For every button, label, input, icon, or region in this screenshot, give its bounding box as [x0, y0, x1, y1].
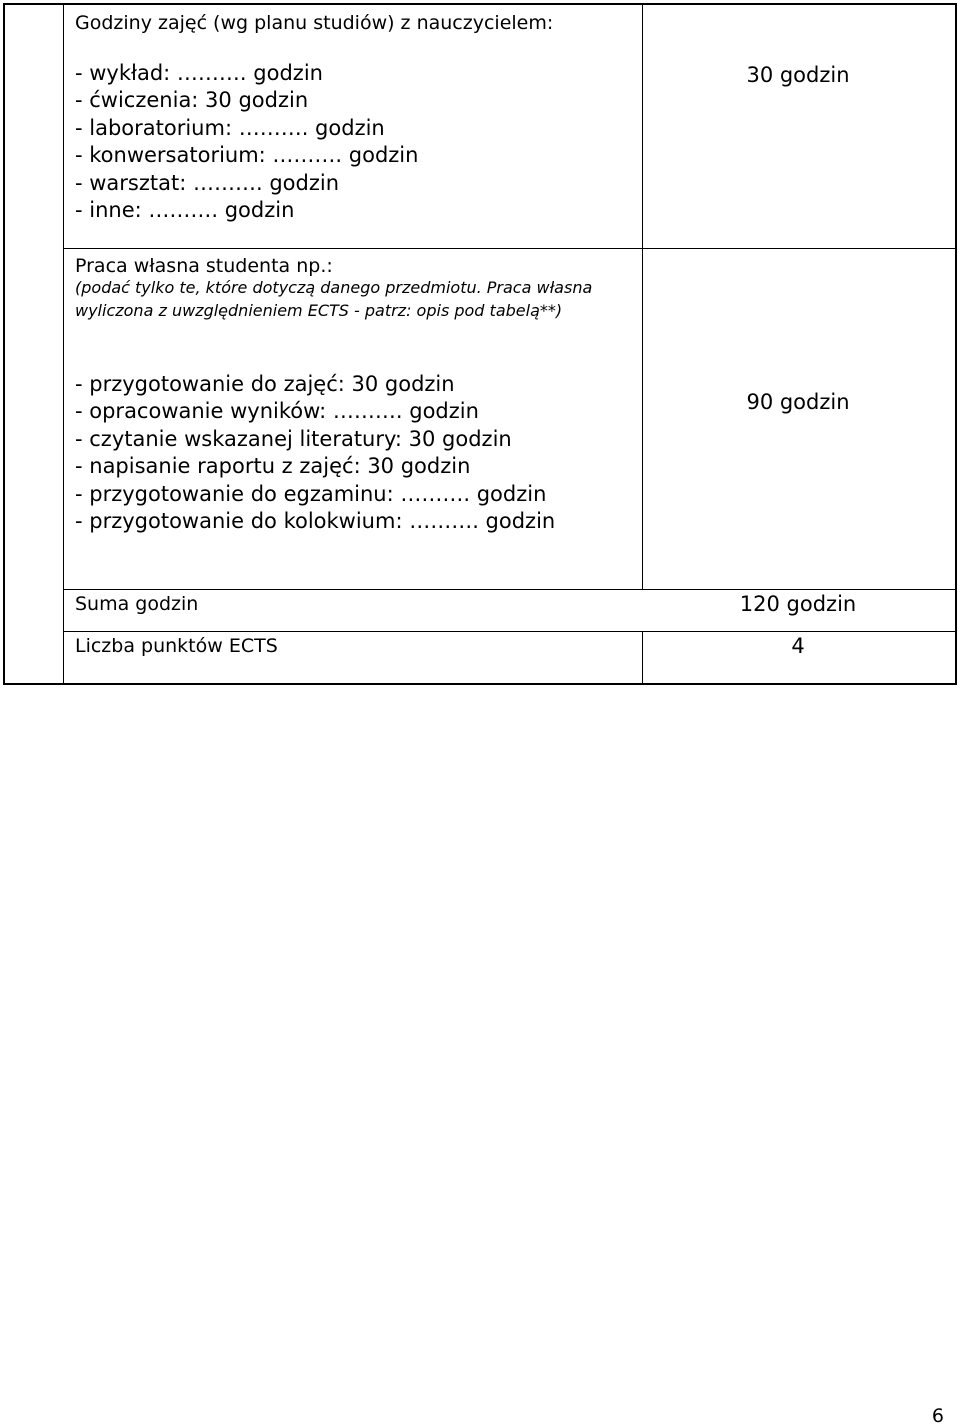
list-item: - warsztat: ………. godzin — [75, 170, 340, 195]
list-item: - przygotowanie do zajęć: 30 godzin — [75, 372, 455, 396]
contact-hours-list — [75, 60, 418, 224]
list-item: - ćwiczenia: 30 godzin — [75, 88, 309, 113]
row-divider-1 — [63, 248, 955, 249]
self-study-note: (podać tylko te, które dotyczą danego przedmiotu. Praca własna wyliczona z uwzględnieniem ECTS - patrz: opis pod tabelą**) — [75, 278, 593, 320]
sum-label: Suma godzin — [75, 593, 199, 615]
list-item: - konwersatorium: ………. godzin — [75, 143, 419, 168]
ects-label: Liczba punktów ECTS — [75, 635, 278, 657]
workload-table — [3, 3, 957, 685]
sum-value: 120 godzin — [739, 592, 857, 616]
list-item: - napisanie raportu z zajęć: 30 godzin — [75, 454, 471, 479]
self-study-list — [75, 371, 555, 535]
self-study-total: 90 godzin — [746, 390, 850, 414]
list-item: - laboratorium: ………. godzin — [75, 115, 385, 140]
column-divider-right-upper — [642, 5, 643, 589]
column-divider-left — [63, 5, 64, 683]
list-item: - wykład: ………. godzin — [75, 61, 323, 85]
row-divider-3 — [63, 631, 955, 632]
contact-hours-total: 30 godzin — [746, 63, 850, 87]
self-study-heading: Praca własna studenta np.: — [75, 255, 333, 277]
list-item: - czytanie wskazanej literatury: 30 godzin — [75, 426, 512, 451]
list-item: - opracowanie wyników: ………. godzin — [75, 399, 479, 424]
page-number: 6 — [931, 1405, 944, 1427]
row-divider-2 — [63, 589, 955, 590]
ects-value: 4 — [791, 634, 805, 658]
list-item: - przygotowanie do egzaminu: ………. godzin — [75, 481, 547, 506]
list-item: - inne: ………. godzin — [75, 198, 295, 223]
contact-hours-heading: Godziny zajęć (wg planu studiów) z nauczycielem: — [75, 12, 554, 34]
list-item: - przygotowanie do kolokwium: ………. godzin — [75, 509, 556, 534]
